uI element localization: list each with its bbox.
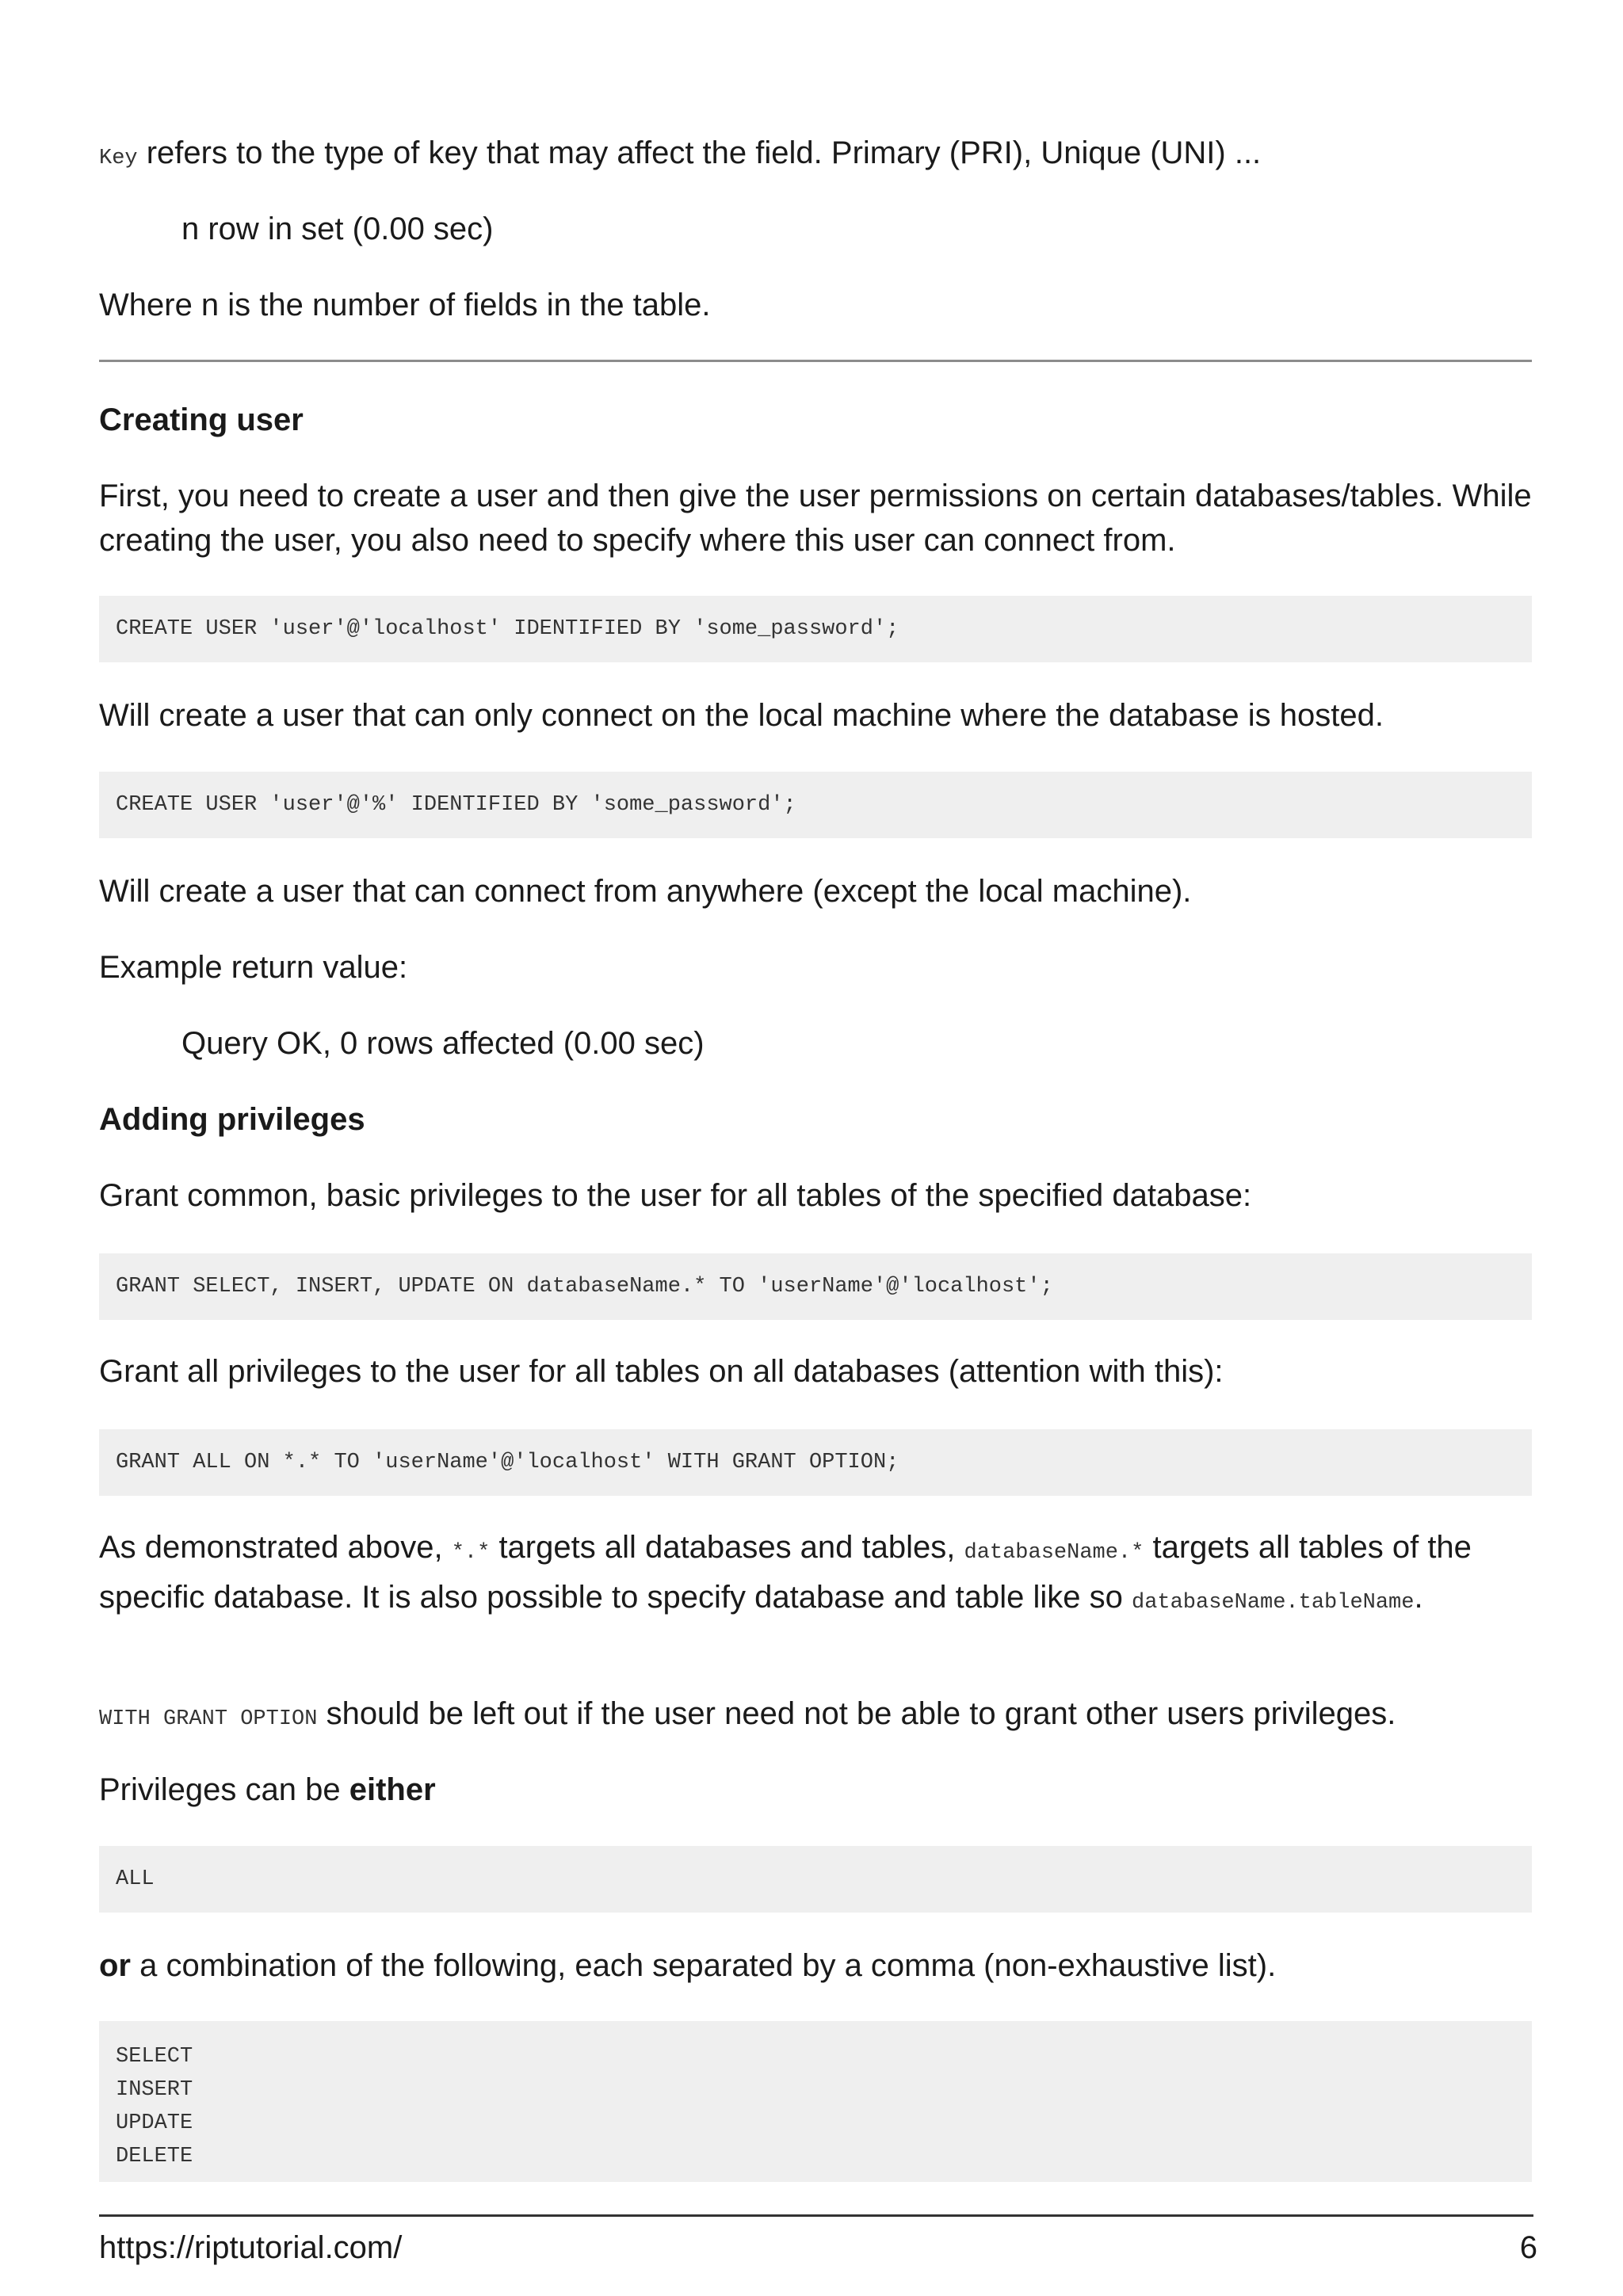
code-block-grant-all: GRANT ALL ON *.* TO 'userName'@'localhost' WITH GRANT OPTION; xyxy=(99,1429,1532,1496)
section-divider xyxy=(99,360,1532,362)
creating-user-intro xyxy=(99,474,1532,563)
code-block-privilege-list xyxy=(99,2021,1532,2182)
page-number: 6 xyxy=(1519,2230,1537,2265)
grant-all-description xyxy=(99,1349,1532,1394)
example-value xyxy=(99,1021,1532,1066)
where-line xyxy=(99,283,1532,327)
grant-all-text: Grant all privileges to the user for all tables on all databases (attention with this): xyxy=(99,1354,1224,1389)
code-block-all: ALL xyxy=(99,1846,1532,1913)
example-label-text: Example return value: xyxy=(99,950,408,985)
or-combination-line xyxy=(99,1943,1532,1988)
creating-user-paragraph: First, you need to create a user and then give the user permissions on certain databases/tables. While creating the user, you also need to specify where this user can connect from. xyxy=(99,479,1532,558)
key-text: refers to the type of key that may affect the field. Primary (PRI), Unique (UNI) ... xyxy=(137,135,1262,170)
footer-url[interactable]: https://riptutorial.com/ xyxy=(99,2230,403,2265)
local-description-text: Will create a user that can only connect on the local machine where the database is hosted. xyxy=(99,698,1384,733)
code-block-create-any: CREATE USER 'user'@'%' IDENTIFIED BY 'some_password'; xyxy=(99,772,1532,838)
privilege-item: SELECT xyxy=(116,2045,193,2069)
wgo-code: WITH GRANT OPTION xyxy=(99,1707,318,1731)
creating-user-section xyxy=(99,398,1532,442)
example-value-text: Query OK, 0 rows affected (0.00 sec) xyxy=(181,1026,705,1061)
wgo-text: should be left out if the user need not be able to grant other users privileges. xyxy=(317,1696,1396,1731)
example-label xyxy=(99,945,1532,990)
key-code: Key xyxy=(99,147,138,170)
adding-privileges-section xyxy=(99,1097,1532,1142)
grant-basic-description xyxy=(99,1173,1532,1218)
privilege-item: DELETE xyxy=(116,2145,193,2168)
demo-text-1: As demonstrated above, xyxy=(99,1530,452,1565)
demo-text-4: . xyxy=(1414,1580,1423,1615)
demo-paragraph xyxy=(99,1525,1532,1625)
privilege-item: UPDATE xyxy=(116,2111,193,2135)
demo-text-3: targets all tables of the specific database. It is also possible to specify database and table like so xyxy=(99,1530,1472,1615)
demo-text-2: targets all databases and tables, xyxy=(490,1530,964,1565)
any-description xyxy=(99,869,1532,913)
with-grant-option-line xyxy=(99,1691,1532,1741)
local-description xyxy=(99,693,1532,738)
demo-code-2: databaseName.* xyxy=(964,1541,1144,1565)
demo-code-3: databaseName.tableName xyxy=(1132,1591,1415,1615)
grant-basic-text: Grant common, basic privileges to the user for all tables of the specified database: xyxy=(99,1178,1252,1213)
adding-privileges-heading: Adding privileges xyxy=(99,1102,365,1137)
row-count-line xyxy=(99,207,1532,251)
demo-code-1: *.* xyxy=(451,1541,491,1565)
or-text: a combination of the following, each separated by a comma (non-exhaustive list). xyxy=(131,1948,1277,1983)
key-description xyxy=(99,131,1532,181)
privilege-item: INSERT xyxy=(116,2078,193,2102)
either-prefix: Privileges can be xyxy=(99,1772,349,1807)
privileges-either-line xyxy=(99,1768,1532,1812)
code-block-grant-basic: GRANT SELECT, INSERT, UPDATE ON databaseName.* TO 'userName'@'localhost'; xyxy=(99,1253,1532,1320)
any-description-text: Will create a user that can connect from anywhere (except the local machine). xyxy=(99,874,1192,909)
creating-user-heading: Creating user xyxy=(99,402,304,437)
footer-divider xyxy=(99,2214,1533,2217)
or-bold: or xyxy=(99,1948,131,1983)
row-count-text: n row in set (0.00 sec) xyxy=(181,212,494,246)
either-bold: either xyxy=(349,1772,436,1807)
where-text: Where n is the number of fields in the table. xyxy=(99,288,711,322)
code-block-create-local: CREATE USER 'user'@'localhost' IDENTIFIED BY 'some_password'; xyxy=(99,596,1532,662)
